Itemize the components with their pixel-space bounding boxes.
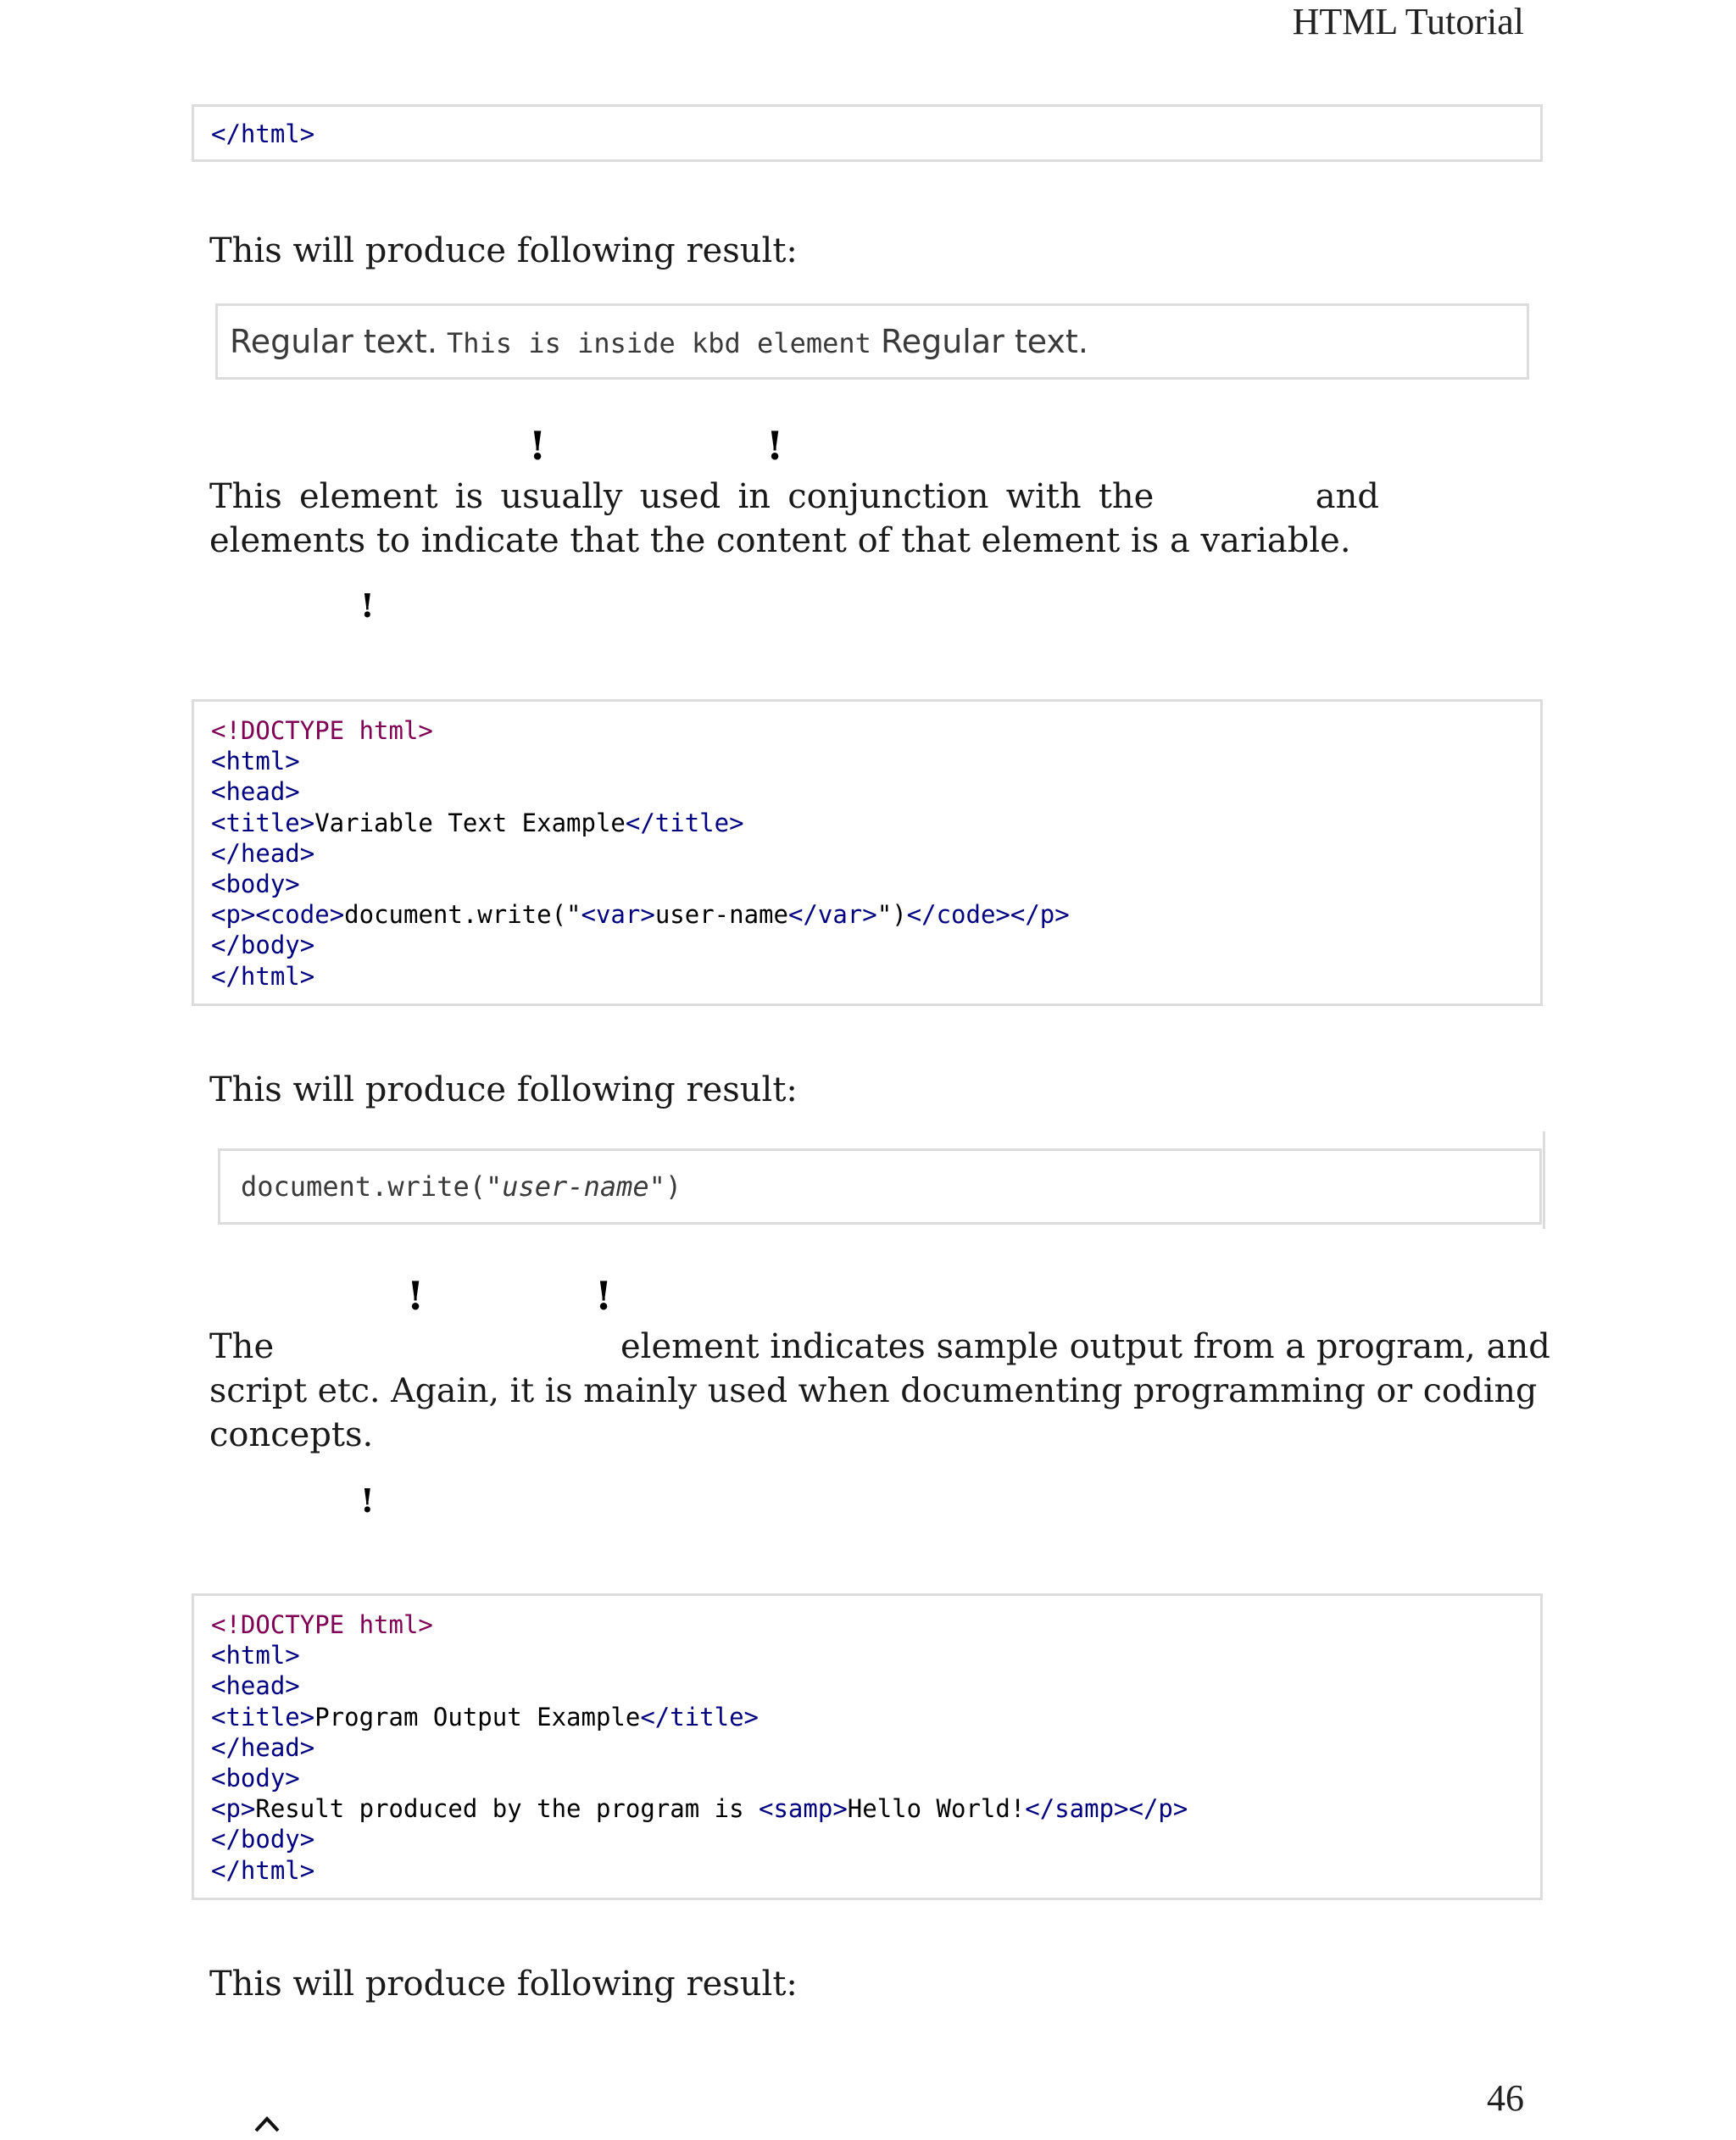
samp-paragraph-line-1-start: The: [209, 1327, 275, 1366]
word: the: [1098, 477, 1155, 516]
result-intro-3: This will produce following result:: [209, 1965, 798, 2004]
word: with: [1005, 477, 1082, 516]
code-token: <p>: [211, 1794, 256, 1824]
word: conjunction: [787, 477, 989, 516]
word: This: [209, 477, 282, 516]
result-text: "): [648, 1170, 682, 1203]
code-token: </title>: [640, 1702, 760, 1731]
code-token: "): [876, 900, 907, 930]
word: used: [639, 477, 721, 516]
kbd-text: This is inside kbd element: [447, 327, 871, 359]
result-box-var: [218, 1148, 1542, 1225]
var-italic-text: user-name: [502, 1170, 649, 1203]
word: element: [298, 477, 438, 516]
word: and: [1315, 477, 1379, 516]
code-token: </head>: [211, 838, 315, 868]
code-token: </html>: [211, 120, 315, 148]
code-token: Result produced by the program is: [255, 1794, 760, 1824]
code-token: </html>: [211, 961, 315, 991]
code-token: <var>: [581, 900, 655, 930]
code-token: </body>: [211, 931, 315, 960]
samp-paragraph-line-2: script etc. Again, it is mainly used when documenting programming or coding: [209, 1371, 1538, 1410]
divider: [1543, 1131, 1545, 1229]
result-box-kbd: [215, 303, 1529, 380]
result-text: document.write(": [241, 1170, 503, 1203]
code-block-var-example: [192, 699, 1543, 1006]
code-token: <title>: [211, 1702, 315, 1731]
page-number: 46: [1487, 2077, 1524, 2119]
running-header-title: HTML Tutorial: [1292, 1, 1524, 42]
code-token: </html>: [211, 1855, 315, 1885]
result-intro-2: This will produce following result:: [209, 1070, 798, 1109]
var-paragraph-line-2: elements to indicate that the content of that element is a variable.: [209, 521, 1351, 560]
code-token: </head>: [211, 1732, 315, 1762]
code-token: </body>: [211, 1825, 315, 1854]
code-token: document.write(": [344, 900, 581, 930]
heading-bang-left: !: [407, 1273, 425, 1319]
code-token: <samp>: [759, 1794, 848, 1824]
code-token: <!DOCTYPE html>: [211, 716, 433, 745]
code-token: <head>: [211, 1671, 300, 1701]
var-paragraph-line-1: [209, 475, 1379, 519]
code-token: <html>: [211, 747, 300, 776]
word: in: [737, 477, 771, 516]
code-token: Hello World!: [847, 1794, 1026, 1824]
code-token: <!DOCTYPE html>: [211, 1610, 433, 1639]
regular-text-before: Regular text.: [230, 323, 437, 360]
heading-bang-right: !: [595, 1273, 613, 1319]
heading-bang-left: !: [529, 423, 547, 469]
heading-bang-right: !: [766, 423, 784, 469]
code-token: <head>: [211, 777, 300, 807]
code-block-samp-example: [192, 1593, 1543, 1900]
regular-text-after: Regular text.: [881, 323, 1088, 360]
code-token: </p>: [1010, 900, 1070, 930]
word: usually: [500, 477, 623, 516]
code-token: <body>: [211, 1764, 300, 1793]
code-token: <html>: [211, 1641, 300, 1670]
code-token: user-name: [654, 900, 788, 930]
code-token: </samp>: [1025, 1794, 1129, 1824]
code-block-closing: [192, 104, 1543, 162]
code-token: </code>: [906, 900, 1010, 930]
result-intro-1: This will produce following result:: [209, 231, 798, 270]
code-token: <body>: [211, 870, 300, 899]
code-token: <p>: [211, 900, 256, 930]
code-token: Program Output Example: [314, 1702, 641, 1731]
code-token: </p>: [1128, 1794, 1188, 1824]
code-token: <title>: [211, 808, 315, 837]
samp-paragraph-line-1-end: element indicates sample output from a program, and: [620, 1327, 1550, 1366]
code-token: </title>: [625, 808, 744, 837]
code-token: Variable Text Example: [314, 808, 626, 837]
chevron-up-icon: [253, 2109, 281, 2137]
word: is: [454, 477, 484, 516]
samp-paragraph-line-3: concepts.: [209, 1415, 374, 1454]
example-bang: !: [360, 586, 375, 625]
example-bang: !: [360, 1481, 375, 1520]
code-token: </var>: [787, 900, 877, 930]
code-token: <code>: [255, 900, 345, 930]
